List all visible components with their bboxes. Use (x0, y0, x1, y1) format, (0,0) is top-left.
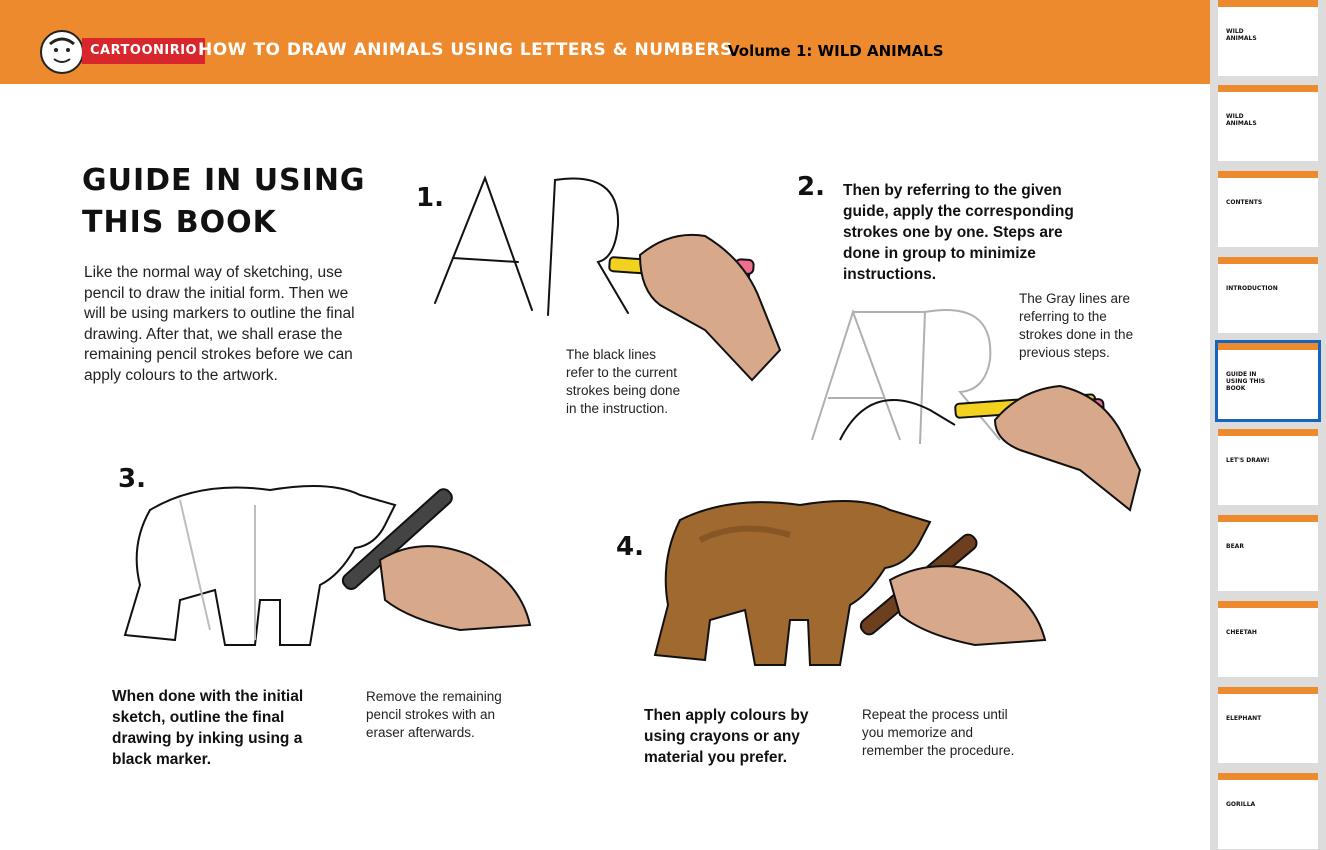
thumbnail-label: CHEETAH (1226, 629, 1257, 636)
thumbnail-header (1218, 773, 1318, 780)
note-line: eraser afterwards. (366, 725, 475, 740)
text-line: Then by referring to the given (843, 182, 1062, 199)
intro-paragraph: Like the normal way of sketching, use pencil to draw the initial form. Then we will be using markers to outline the final drawing. After that, we shall erase the remaining pencil strokes before we can apply colours to the artwork. (84, 264, 355, 384)
caption-line: strokes being done (566, 383, 681, 398)
note-line: referring to the (1019, 309, 1107, 324)
thumbnail-label: GORILLA (1226, 801, 1256, 808)
thumbnail-label: WILD ANIMALS (1226, 113, 1257, 127)
step1-number: 1. (416, 183, 444, 213)
page-thumbnail-current[interactable] (1218, 343, 1318, 419)
step2-guide-illustration (812, 310, 1000, 444)
note-line: previous steps. (1019, 345, 1110, 360)
note-line: pencil strokes with an (366, 707, 496, 722)
thumbnail-header (1218, 601, 1318, 608)
thumbnail-header (1218, 85, 1318, 92)
guide-heading-line2: THIS BOOK (82, 205, 277, 240)
note-line: you memorize and (862, 725, 974, 740)
text-line: guide, apply the corresponding (843, 203, 1074, 220)
text-line: black marker. (112, 751, 212, 768)
note-line: The Gray lines are (1019, 291, 1131, 306)
thumbnail-header (1218, 343, 1318, 350)
step4-text (644, 705, 809, 768)
thumbnail-label: ELEPHANT (1226, 715, 1262, 722)
page-thumbnail-sidebar[interactable] (1210, 0, 1326, 850)
page-thumbnail[interactable] (1218, 257, 1318, 333)
step2-number: 2. (797, 172, 825, 202)
note-line: Remove the remaining (366, 689, 502, 704)
caption-line: in the instruction. (566, 401, 669, 416)
thumbnail-header (1218, 687, 1318, 694)
text-line: Then apply colours by (644, 707, 809, 724)
thumbnail-header (1218, 429, 1318, 436)
page-thumbnail[interactable] (1218, 515, 1318, 591)
thumbnail-label: CONTENTS (1226, 199, 1263, 206)
page-thumbnail[interactable] (1218, 601, 1318, 677)
page-thumbnail[interactable] (1218, 429, 1318, 505)
page-thumbnail[interactable] (1218, 773, 1318, 849)
step1-letters-illustration (435, 178, 628, 315)
text-line: strokes one by one. Steps are (843, 224, 1063, 241)
logo-text: CARTOONIRIO (82, 38, 205, 64)
thumbnail-label: LET'S DRAW! (1226, 457, 1270, 464)
thumbnail-label: GUIDE IN USING THIS BOOK (1226, 371, 1266, 392)
page-thumbnail[interactable] (1218, 687, 1318, 763)
step1-caption (566, 346, 680, 418)
text-line: instructions. (843, 266, 937, 283)
step4-note (862, 706, 1014, 760)
thumbnail-label: WILD ANIMALS (1226, 28, 1257, 42)
step3-text (112, 686, 303, 770)
thumbnail-label: INTRODUCTION (1226, 285, 1278, 292)
text-line: material you prefer. (644, 749, 788, 766)
thumbnail-label: BEAR (1226, 543, 1244, 550)
step4-bear-colored-illustration (655, 501, 930, 665)
page-thumbnail[interactable] (1218, 85, 1318, 161)
text-line: sketch, outline the final (112, 709, 285, 726)
thumbnail-header (1218, 257, 1318, 264)
note-line: remember the procedure. (862, 743, 1015, 758)
step2-text (843, 180, 1074, 285)
note-line: strokes done in the (1019, 327, 1134, 342)
step3-bear-outline-illustration (125, 486, 395, 645)
book-title: HOW TO DRAW ANIMALS USING LETTERS & NUMBERS (198, 40, 733, 60)
caption-line: The black lines (566, 347, 657, 362)
step3-note (366, 688, 502, 742)
step4-number: 4. (616, 532, 644, 562)
note-line: Repeat the process until (862, 707, 1008, 722)
thumbnail-header (1218, 0, 1318, 7)
page-thumbnail[interactable] (1218, 0, 1318, 76)
text-line: drawing by inking using a (112, 730, 303, 747)
text-line: using crayons or any (644, 728, 800, 745)
step3-number: 3. (118, 464, 146, 494)
guide-heading-line1: GUIDE IN USING (82, 163, 366, 198)
caption-line: refer to the current (566, 365, 678, 380)
step2-note (1019, 290, 1133, 362)
page-thumbnail[interactable] (1218, 171, 1318, 247)
thumbnail-header (1218, 171, 1318, 178)
text-line: done in group to minimize (843, 245, 1036, 262)
pencil-hand-2-illustration (955, 386, 1140, 510)
volume-title: Volume 1: WILD ANIMALS (728, 42, 944, 60)
thumbnail-header (1218, 515, 1318, 522)
text-line: When done with the initial (112, 688, 304, 705)
